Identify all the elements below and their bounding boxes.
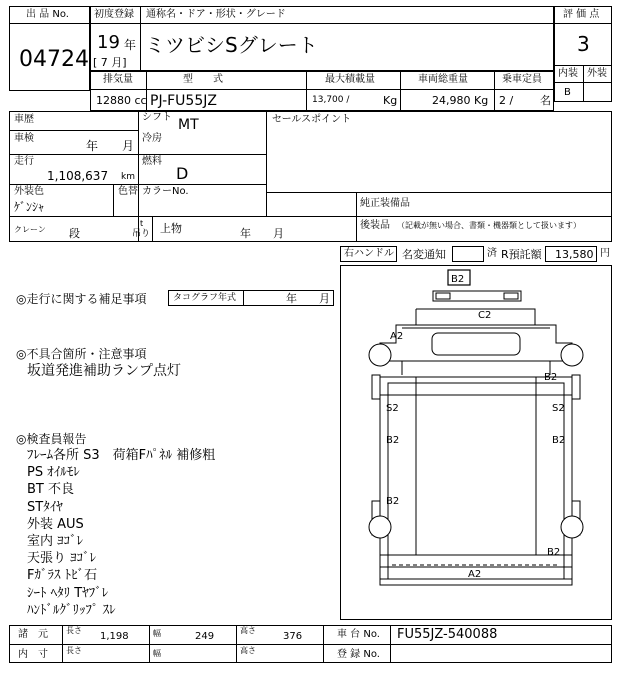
inner-height-label: 高さ	[240, 646, 256, 655]
driving-notes-title: ◎走行に関する補足事項	[16, 292, 147, 306]
reg-year: 19	[97, 32, 120, 53]
width-value: 249	[195, 631, 215, 642]
ext-color-value: ｹﾞﾝｼｬ	[14, 200, 45, 214]
mark-left-s2: S2	[386, 403, 399, 414]
mark-right-s2: S2	[552, 403, 565, 414]
defect-line: 坂道発進補助ランプ点灯	[27, 363, 181, 379]
max-load-value: 13,700 /	[312, 95, 350, 105]
chassis-label: 車 台 No.	[337, 629, 380, 640]
mark-cab-a2: A2	[390, 331, 404, 342]
inner-length-label: 長さ	[66, 646, 82, 655]
model-label: 型 式	[183, 74, 223, 85]
displacement-value: 12880 cc	[96, 94, 147, 107]
capacity-unit: 名	[540, 94, 551, 107]
aftermarket-label: 後装品	[360, 220, 390, 231]
model-value: PJ-FU55JZ	[150, 93, 217, 109]
inspector-line: 天張り ﾖｺﾞﾚ	[27, 551, 97, 567]
inspector-line: ｼｰﾄ ﾍﾀﾘ Tﾔﾌﾞﾚ	[27, 585, 109, 601]
mark-rear-left-b2: B2	[386, 496, 400, 507]
upper-label: 上物	[160, 222, 182, 235]
inspector-line: ﾊﾝﾄﾞﾙｸﾞﾘｯﾌﾟ ｽﾚ	[27, 602, 116, 618]
displacement-label: 排気量	[103, 74, 133, 85]
name-change-box	[452, 246, 484, 262]
tachograph-label: タコグラフ年式	[173, 293, 237, 303]
mark-right-b2: B2	[552, 435, 566, 446]
name-change-label: 名変通知	[402, 248, 446, 261]
grade-value: 3	[577, 32, 590, 56]
fuel-label: 燃料	[142, 156, 162, 167]
mileage-value: 1,108,637	[47, 169, 109, 183]
right-handle: 右ハンドル	[344, 248, 394, 259]
crane-stage: 段	[69, 227, 80, 240]
length-label: 長さ	[66, 626, 82, 635]
inspection-label: 車検	[14, 133, 34, 144]
max-load-unit: Kg	[383, 94, 398, 107]
crane-hang: 吊り	[132, 229, 151, 239]
aircon-label: 冷房	[142, 133, 162, 144]
inner-width-label: 幅	[153, 649, 161, 658]
tachograph-value: 年 月	[286, 292, 330, 305]
inspector-report-title: ◎検査員報告	[16, 432, 87, 446]
width-label: 幅	[153, 629, 161, 638]
car-name-label: 通称名・ドア・形状・グレード	[146, 9, 286, 20]
inspector-line: ﾌﾚｰﾑ各所 S3 荷箱Fﾊﾟﾈﾙ 補修粗	[27, 448, 216, 463]
sales-point-label: セールスポイント	[272, 114, 352, 125]
gross-weight-label: 車両総重量	[418, 74, 468, 85]
inspector-line: Fｶﾞﾗｽ ﾄﾋﾞ石	[27, 568, 98, 584]
capacity-value: 2 /	[499, 94, 514, 107]
inspector-line: 外装 AUS	[27, 516, 84, 532]
inspector-line: PS ｵｲﾙﾓﾚ	[27, 465, 80, 481]
mileage-unit: km	[121, 172, 135, 182]
dims-label: 諸 元	[18, 629, 48, 640]
shift-label: シフト	[142, 112, 172, 123]
r-deposit-unit: 円	[600, 248, 610, 259]
inspector-line: STﾀｲﾔ	[27, 499, 63, 515]
defects-title: ◎不具合箇所・注意事項	[16, 347, 147, 361]
mark-rear-a2: A2	[468, 569, 482, 580]
height-label: 高さ	[240, 626, 256, 635]
reg-year-unit: 年	[124, 38, 137, 52]
crane-label: クレーン	[14, 225, 46, 234]
genuine-equipment-label: 純正装備品	[360, 198, 410, 209]
gross-weight-value: 24,980 Kg	[432, 94, 489, 107]
height-value: 376	[283, 631, 303, 642]
interior-grade: B	[564, 87, 571, 98]
color-change-label: 色替	[118, 186, 138, 197]
history-label: 車歴	[14, 114, 34, 125]
first-reg-label: 初度登録	[94, 9, 134, 20]
fuel-value: D	[176, 164, 189, 183]
mark-cab-c2: C2	[478, 310, 492, 321]
grade-label: 評 価 点	[563, 9, 600, 20]
upper-value: 年 月	[240, 227, 284, 240]
ext-color-label: 外装色	[14, 186, 44, 197]
length-value: 1,198	[100, 631, 129, 642]
mark-left-b2: B2	[386, 435, 400, 446]
exterior-label: 外装	[587, 68, 607, 79]
shift-value: MT	[178, 117, 199, 133]
car-name: ミツビシSグレート	[145, 33, 318, 57]
aftermarket-note: （記載が無い場合、書類・機器類として扱います）	[397, 221, 581, 230]
inspector-line: 室内 ﾖｺﾞﾚ	[27, 534, 84, 549]
inner-dims-label: 内 寸	[18, 649, 48, 660]
truck-damage-diagram	[340, 265, 612, 620]
r-deposit-label: R預託額	[501, 248, 542, 261]
registration-label: 登 録 No.	[337, 649, 380, 660]
name-change-suffix: 済	[487, 248, 497, 259]
mark-front-right-b2: B2	[544, 372, 558, 383]
inspection-value: 年 月	[86, 139, 135, 153]
r-deposit-value: 13,580	[555, 248, 594, 261]
capacity-label: 乗車定員	[502, 74, 542, 85]
inspector-line: BT 不良	[27, 482, 74, 498]
max-load-label: 最大積載量	[325, 74, 375, 85]
reg-month: [ 7 月]	[93, 56, 127, 69]
mark-front-b2: B2	[451, 274, 465, 285]
lot-label: 出 品 No.	[26, 9, 69, 20]
crane-ton: t	[140, 219, 144, 228]
mark-rear-right-b2: B2	[547, 547, 561, 558]
mileage-label: 走行	[14, 156, 34, 167]
lot-number: 04724	[19, 47, 89, 72]
chassis-number: FU55JZ-540088	[397, 627, 498, 642]
color-code-label: カラーNo.	[142, 186, 189, 197]
interior-label: 内装	[558, 68, 578, 79]
